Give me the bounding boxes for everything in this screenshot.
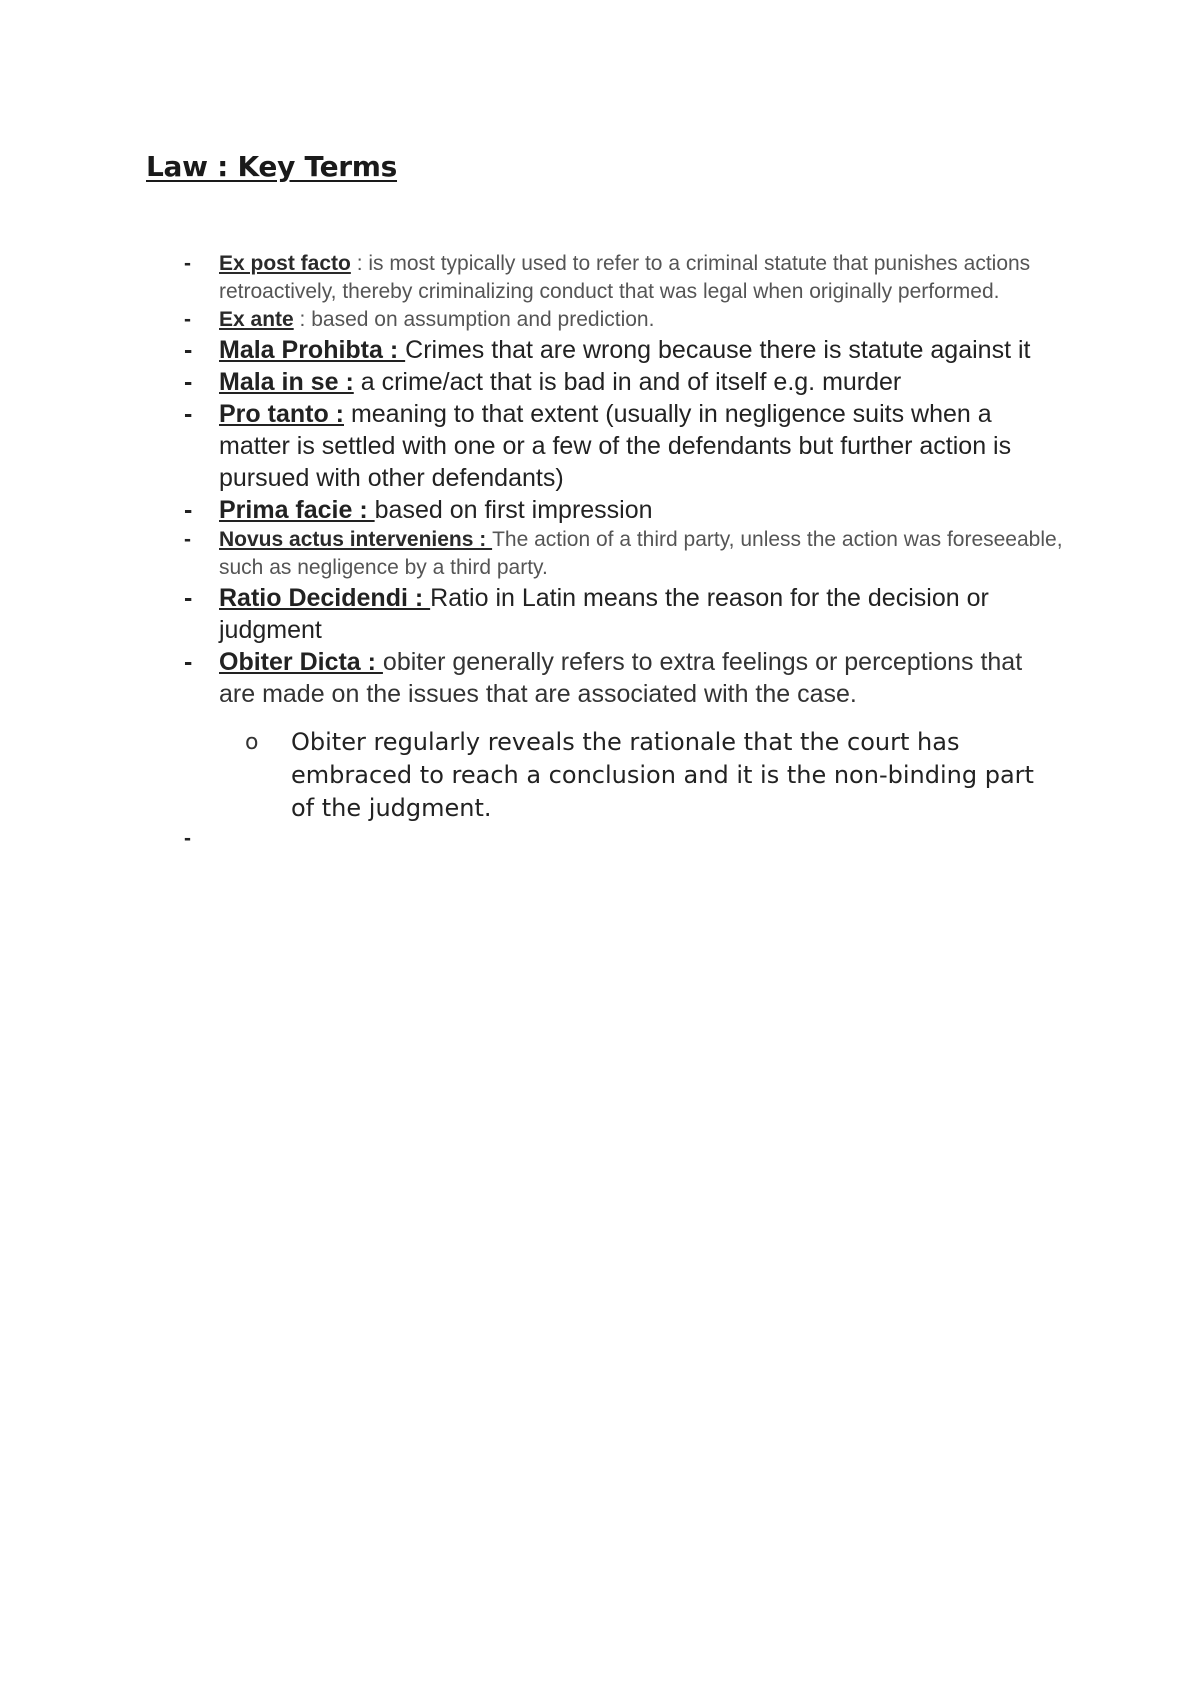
term-word: Ex post facto bbox=[219, 252, 351, 275]
term-definition: a crime/act that is bad in and of itself e.g. murder bbox=[360, 368, 902, 396]
page-title: Law : Key Terms bbox=[146, 150, 398, 183]
term-word: Mala Prohibta : bbox=[219, 336, 406, 364]
key-terms-list bbox=[184, 250, 1064, 853]
term-definition: meaning to that extent (usually in negligence suits when a matter is settled with one or a few of the defendants but further action is pursued with other defendants) bbox=[219, 400, 1012, 492]
term-novus-actus-interveniens bbox=[184, 526, 1064, 582]
term-definition: based on first impression bbox=[374, 496, 653, 524]
term-prima-facie bbox=[184, 494, 1064, 526]
term-definition: based on assumption and prediction. bbox=[311, 308, 655, 331]
term-definition: Crimes that are wrong because there is statute against it bbox=[405, 336, 1031, 364]
circle-bullet-icon: o bbox=[245, 730, 259, 755]
term-definition: obiter generally refers to extra feelings or perceptions that are made on the issues that are associated with the case. bbox=[219, 648, 1023, 708]
term-ex-ante bbox=[184, 306, 1064, 334]
term-pro-tanto bbox=[184, 398, 1064, 494]
term-separator: : bbox=[350, 252, 369, 275]
term-word: Pro tanto : bbox=[219, 400, 344, 428]
term-definition: The action of a third party, unless the action was foreseeable, such as negligence by a third party. bbox=[219, 528, 1063, 579]
term-separator bbox=[354, 368, 361, 396]
term-definition: is most typically used to refer to a criminal statute that punishes actions retroactively, thereby criminalizing conduct that was legal when originally performed. bbox=[219, 252, 1031, 303]
term-word: Mala in se : bbox=[219, 368, 354, 396]
term-ex-post-facto bbox=[184, 250, 1064, 306]
term-word: Prima facie : bbox=[219, 496, 375, 524]
term-separator bbox=[344, 400, 351, 428]
sub-bullet-item bbox=[245, 726, 1064, 825]
term-definition: Ratio in Latin means the reason for the decision or judgment bbox=[219, 584, 989, 644]
term-ratio-decidendi bbox=[184, 582, 1064, 646]
term-word: Obiter Dicta : bbox=[219, 648, 383, 676]
term-separator: : bbox=[293, 308, 312, 331]
sub-bullet-text: Obiter regularly reveals the rationale that the court has embraced to reach a conclusion and it is the non-binding part of the judgment. bbox=[291, 728, 1034, 822]
obiter-sub-list bbox=[219, 726, 1064, 825]
term-word: Ex ante bbox=[219, 308, 294, 331]
term-obiter-dicta bbox=[184, 646, 1064, 825]
term-word: Ratio Decidendi : bbox=[219, 584, 431, 612]
term-mala-prohibta bbox=[184, 334, 1064, 366]
empty-list-item bbox=[184, 825, 1064, 853]
term-word: Novus actus interveniens : bbox=[219, 528, 493, 551]
term-mala-in-se bbox=[184, 366, 1064, 398]
